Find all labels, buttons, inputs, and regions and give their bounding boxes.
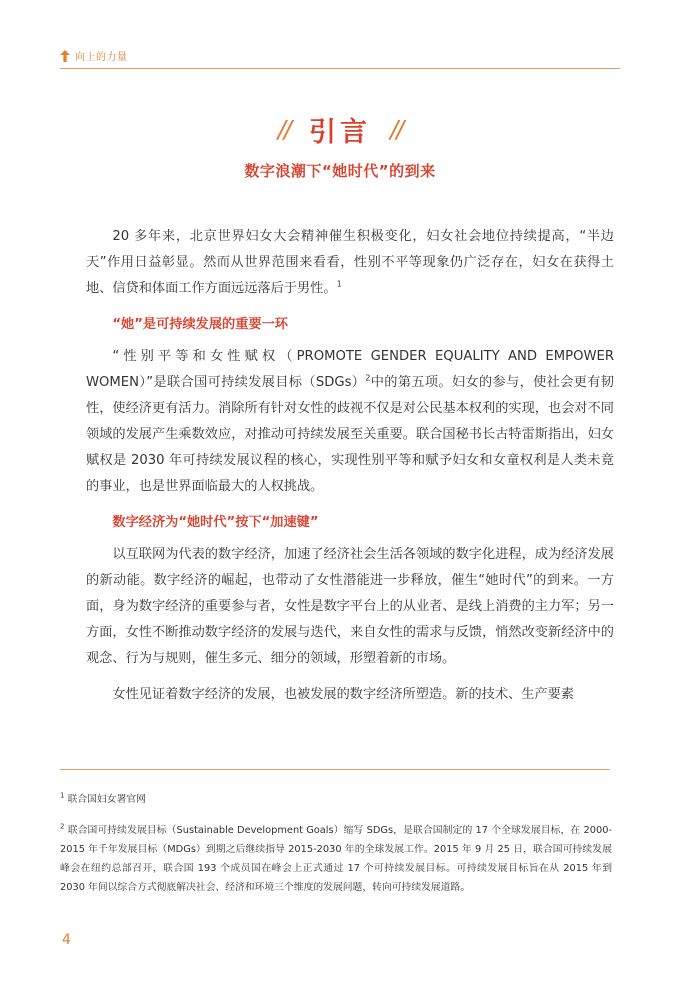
running-header xyxy=(60,48,128,63)
page-title: 引言 xyxy=(309,117,371,148)
footnote-2 xyxy=(60,821,612,897)
footnote-ref-2: 2 xyxy=(365,373,371,383)
footnote-1 xyxy=(60,790,612,809)
paragraph-2-text-b: 中的第五项。妇女的参与，使社会更有韧性，使经济更有活力。消除所有针对女性的歧视不仅是对公民基本权利的实现，也会对不同领域的发展产生乘数效应，对推动可持续发展至关重要。联合国秘书长古特雷斯指出，妇女赋权是 2030 年可持续发展议程的核心，实现性别平等和赋予妇女和女童权利是人类未竟的事业，也是世界面临最大的人权挑战。 xyxy=(86,375,614,494)
paragraph-4: 女性见证着数字经济的发展，也被发展的数字经济所塑造。新的技术、生产要素 xyxy=(112,687,574,702)
page-subtitle: 数字浪潮下“她时代”的到来 xyxy=(244,162,436,180)
page-title-block xyxy=(0,110,680,149)
footnote-divider xyxy=(60,769,610,770)
footnote-2-number: 2 xyxy=(60,822,65,831)
paragraph-1-text: 20 多年来，北京世界妇女大会精神催生积极变化，妇女社会地位持续提高，“半边天”作用日益彰显。然而从世界范围来看看，性别不平等现象仍广泛存在，妇女在获得土地、信贷和体面工作方面远远落后于男性。 xyxy=(86,229,614,296)
footnote-ref-1: 1 xyxy=(336,279,342,289)
title-deco-left: // xyxy=(277,115,290,144)
page-number: 4 xyxy=(62,932,71,948)
header-divider xyxy=(60,68,620,69)
title-deco-right: // xyxy=(390,115,403,144)
arrow-up-icon xyxy=(60,50,70,62)
section-heading-1: “她”是可持续发展的重要一环 xyxy=(112,317,288,332)
body-text xyxy=(86,224,614,718)
paragraph-2 xyxy=(86,344,614,500)
paragraph-2-text-a: “性别平等和女性赋权（PROMOTE GENDER EQUALITY AND EMPOWER WOMEN）”是联合国可持续发展目标（SDGs） xyxy=(86,349,614,390)
header-title: 向上的力量 xyxy=(75,52,128,63)
footnote-1-number: 1 xyxy=(60,791,65,800)
footnote-1-text: 联合国妇女署官网 xyxy=(67,794,146,805)
footnotes xyxy=(60,790,612,909)
footnote-2-text: 联合国可持续发展目标（Sustainable Development Goals）缩写 SDGs，是联合国制定的 17 个全球发展目标，在 2000-2015 年千年发展目标（MDGs）到期之后继续指导 2015-2030 年的全球发展工作。2015 年 9 月 25 日，联合国可持续发展峰会在纽约总部召开，联合国 193 个成员国在峰会上正式通过 17 个可持续发展目标。可持续发展目标旨在从 2015 年到 2030 年间以综合方式彻底解决社会、经济和环境三个维度的发展问题，转向可持续发展道路。 xyxy=(60,825,612,893)
paragraph-3: 以互联网为代表的数字经济，加速了经济社会生活各领域的数字化进程，成为经济发展的新动能。数字经济的崛起，也带动了女性潜能进一步释放，催生“她时代”的到来。一方面，身为数字经济的重要参与者，女性是数字平台上的从业者、是线上消费的主力军；另一方面，女性不断推动数字经济的发展与迭代，来自女性的需求与反馈，悄然改变新经济中的观念、行为与规则，催生多元、细分的领域，形塑着新的市场。 xyxy=(86,547,614,666)
section-heading-2: 数字经济为“她时代”按下“加速键” xyxy=(112,515,319,530)
paragraph-1 xyxy=(86,224,614,302)
